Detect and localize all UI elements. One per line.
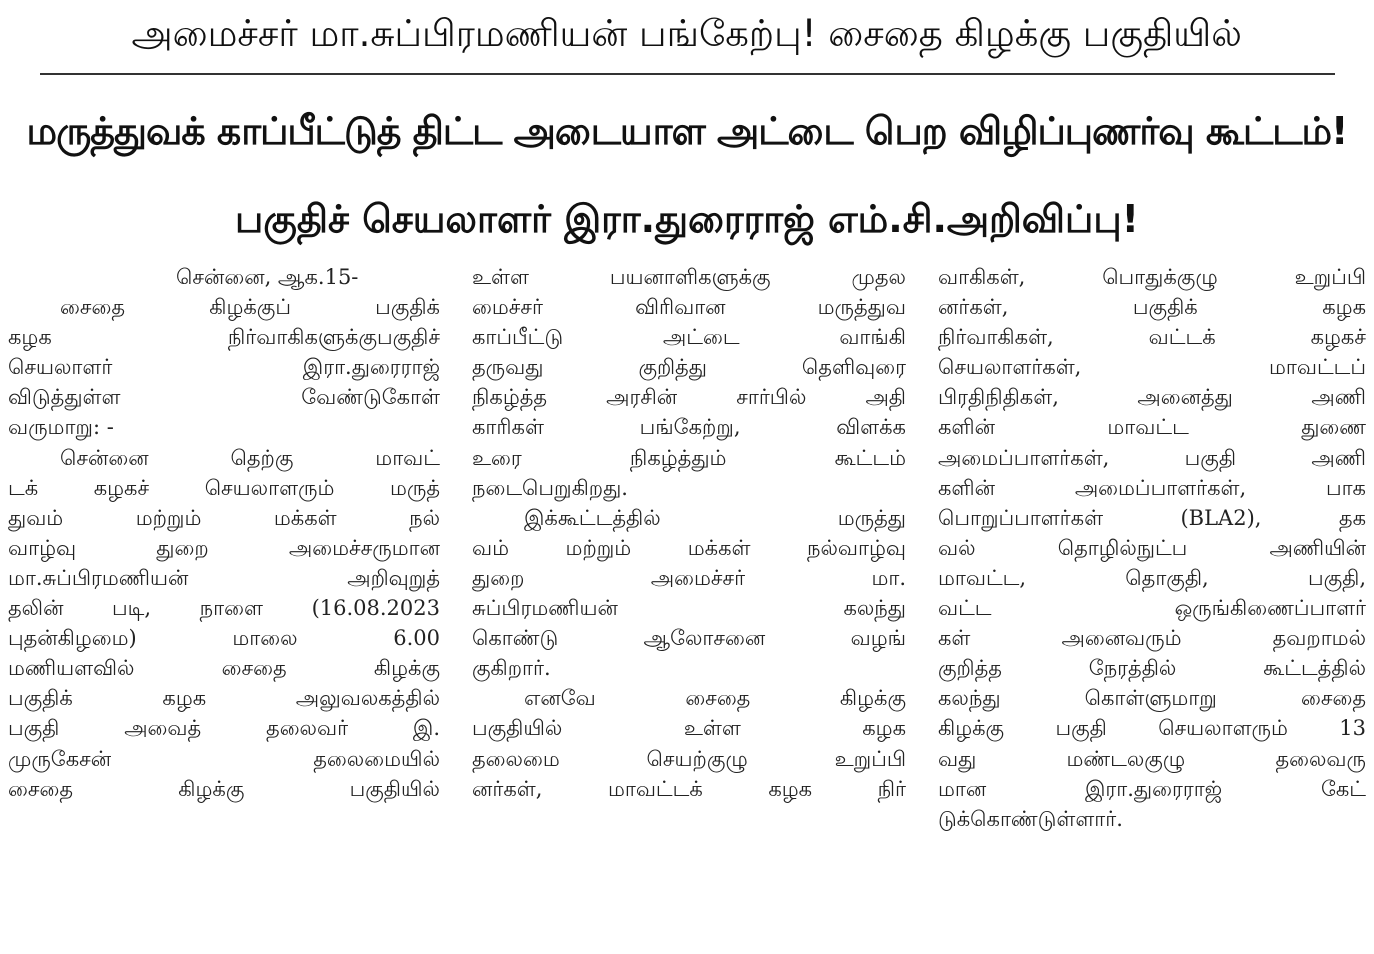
- text-line: கள் அனைவரும் தவறாமல்: [938, 626, 1366, 651]
- article-column-1: [8, 262, 440, 952]
- text-line: குறித்த நேரத்தில் கூட்டத்தில்: [938, 656, 1366, 681]
- text-line: மாவட்ட, தொகுதி, பகுதி,: [938, 565, 1366, 590]
- text-line: இக்கூட்டத்தில் மருத்து: [524, 505, 906, 530]
- text-line: தலைமை செயற்குழு உறுப்பி: [472, 746, 906, 771]
- text-line: முருகேசன் தலைமையில்: [8, 746, 440, 771]
- text-line: பகுதி அவைத் தலைவர் இ.: [8, 716, 440, 741]
- text-line: மான இரா.துரைராஜ் கேட்: [938, 776, 1366, 801]
- text-line: சைதை கிழக்குப் பகுதிக்: [60, 295, 440, 320]
- text-line: சைதை கிழக்கு பகுதியில்: [8, 776, 440, 801]
- text-line: உள்ள பயனாளிகளுக்கு முதல: [472, 265, 906, 289]
- text-line: செயலாளர்கள், மாவட்டப்: [938, 355, 1366, 380]
- text-line: வாகிகள், பொதுக்குழு உறுப்பி: [938, 265, 1366, 289]
- subheadline: பகுதிச் செயலாளர் இரா.துரைராஜ் எம்.சி.அறிவிப்பு!: [235, 197, 1139, 241]
- text-line: நிகழ்த்த அரசின் சார்பில் அதி: [472, 385, 906, 410]
- text-line: விடுத்துள்ள வேண்டுகோள்: [8, 385, 440, 410]
- text-line: கலந்து கொள்ளுமாறு சைதை: [938, 686, 1366, 711]
- text-line: நிர்வாகிகள், வட்டக் கழகச்: [938, 325, 1366, 350]
- text-line: உரை நிகழ்த்தும் கூட்டம்: [472, 445, 906, 470]
- text-line: பகுதிக் கழக அலுவலகத்தில்: [8, 686, 440, 711]
- divider-rule: [40, 73, 1335, 75]
- text-line: எனவே சைதை கிழக்கு: [524, 686, 906, 711]
- text-line: மணியளவில் சைதை கிழக்கு: [8, 656, 440, 681]
- text-line: வருமாறு: -: [8, 415, 114, 440]
- text-line: வாழ்வு துறை அமைச்சருமான: [8, 535, 440, 560]
- text-line: வது மண்டலகுழு தலைவரு: [938, 746, 1366, 771]
- text-line: பொறுப்பாளர்கள் (BLA2), தக: [938, 505, 1366, 530]
- text-line: காப்பீட்டு அட்டை வாங்கி: [472, 325, 906, 350]
- text-line: காரிகள் பங்கேற்று, விளக்க: [472, 415, 906, 440]
- text-line: கழக நிர்வாகிகளுக்குபகுதிச்: [8, 325, 440, 350]
- text-line: கிழக்கு பகுதி செயலாளரும் 13: [938, 716, 1366, 741]
- text-line: துவம் மற்றும் மக்கள் நல்: [8, 505, 440, 530]
- text-line: புதன்கிழமை) மாலை 6.00: [8, 626, 440, 651]
- text-line: மைச்சர் விரிவான மருத்துவ: [472, 295, 906, 320]
- text-line: களின் மாவட்ட துணை: [938, 415, 1366, 440]
- kicker-line: அமைச்சர் மா.சுப்பிரமணியன் பங்கேற்பு! சைதை கிழக்கு பகுதியில்: [131, 12, 1242, 55]
- text-line: களின் அமைப்பாளர்கள், பாக: [938, 475, 1366, 500]
- text-line: துறை அமைச்சர் மா.: [472, 565, 906, 590]
- text-line: நடைபெறுகிறது.: [472, 475, 628, 500]
- text-line: வட்ட ஒருங்கிணைப்பாளர்: [938, 596, 1366, 621]
- article-column-2: [472, 262, 906, 952]
- text-line: டுக்கொண்டுள்ளார்.: [938, 806, 1123, 831]
- text-line: பிரதிநிதிகள், அனைத்து அணி: [938, 385, 1366, 410]
- article-column-3: [938, 262, 1366, 952]
- text-line: தருவது குறித்து தெளிவுரை: [472, 355, 906, 380]
- text-line: செயலாளர் இரா.துரைராஜ்: [8, 355, 440, 380]
- text-line: வம் மற்றும் மக்கள் நல்வாழ்வு: [472, 535, 906, 560]
- text-line: கொண்டு ஆலோசனை வழங்: [472, 626, 906, 651]
- text-line: பகுதியில் உள்ள கழக: [472, 716, 906, 741]
- text-line: குகிறார்.: [472, 656, 551, 681]
- text-line: னர்கள், பகுதிக் கழக: [938, 295, 1366, 320]
- text-line: சுப்பிரமணியன் கலந்து: [472, 596, 906, 621]
- text-line: டக் கழகச் செயலாளரும் மருத்: [8, 475, 440, 500]
- text-line: சென்னை தெற்கு மாவட்: [60, 445, 440, 470]
- headline: மருத்துவக் காப்பீட்டுத் திட்ட அடையாள அட்டை பெற விழிப்புணர்வு கூட்டம்!: [26, 109, 1348, 153]
- text-line: மா.சுப்பிரமணியன் அறிவுறுத்: [8, 565, 440, 590]
- text-line: வல் தொழில்நுட்ப அணியின்: [938, 535, 1366, 560]
- dateline: சென்னை, ஆக.15-: [176, 265, 359, 289]
- text-line: னர்கள், மாவட்டக் கழக நிர்: [472, 776, 906, 801]
- text-line: தலின் படி, நாளை (16.08.2023: [8, 596, 440, 621]
- text-line: அமைப்பாளர்கள், பகுதி அணி: [938, 445, 1366, 470]
